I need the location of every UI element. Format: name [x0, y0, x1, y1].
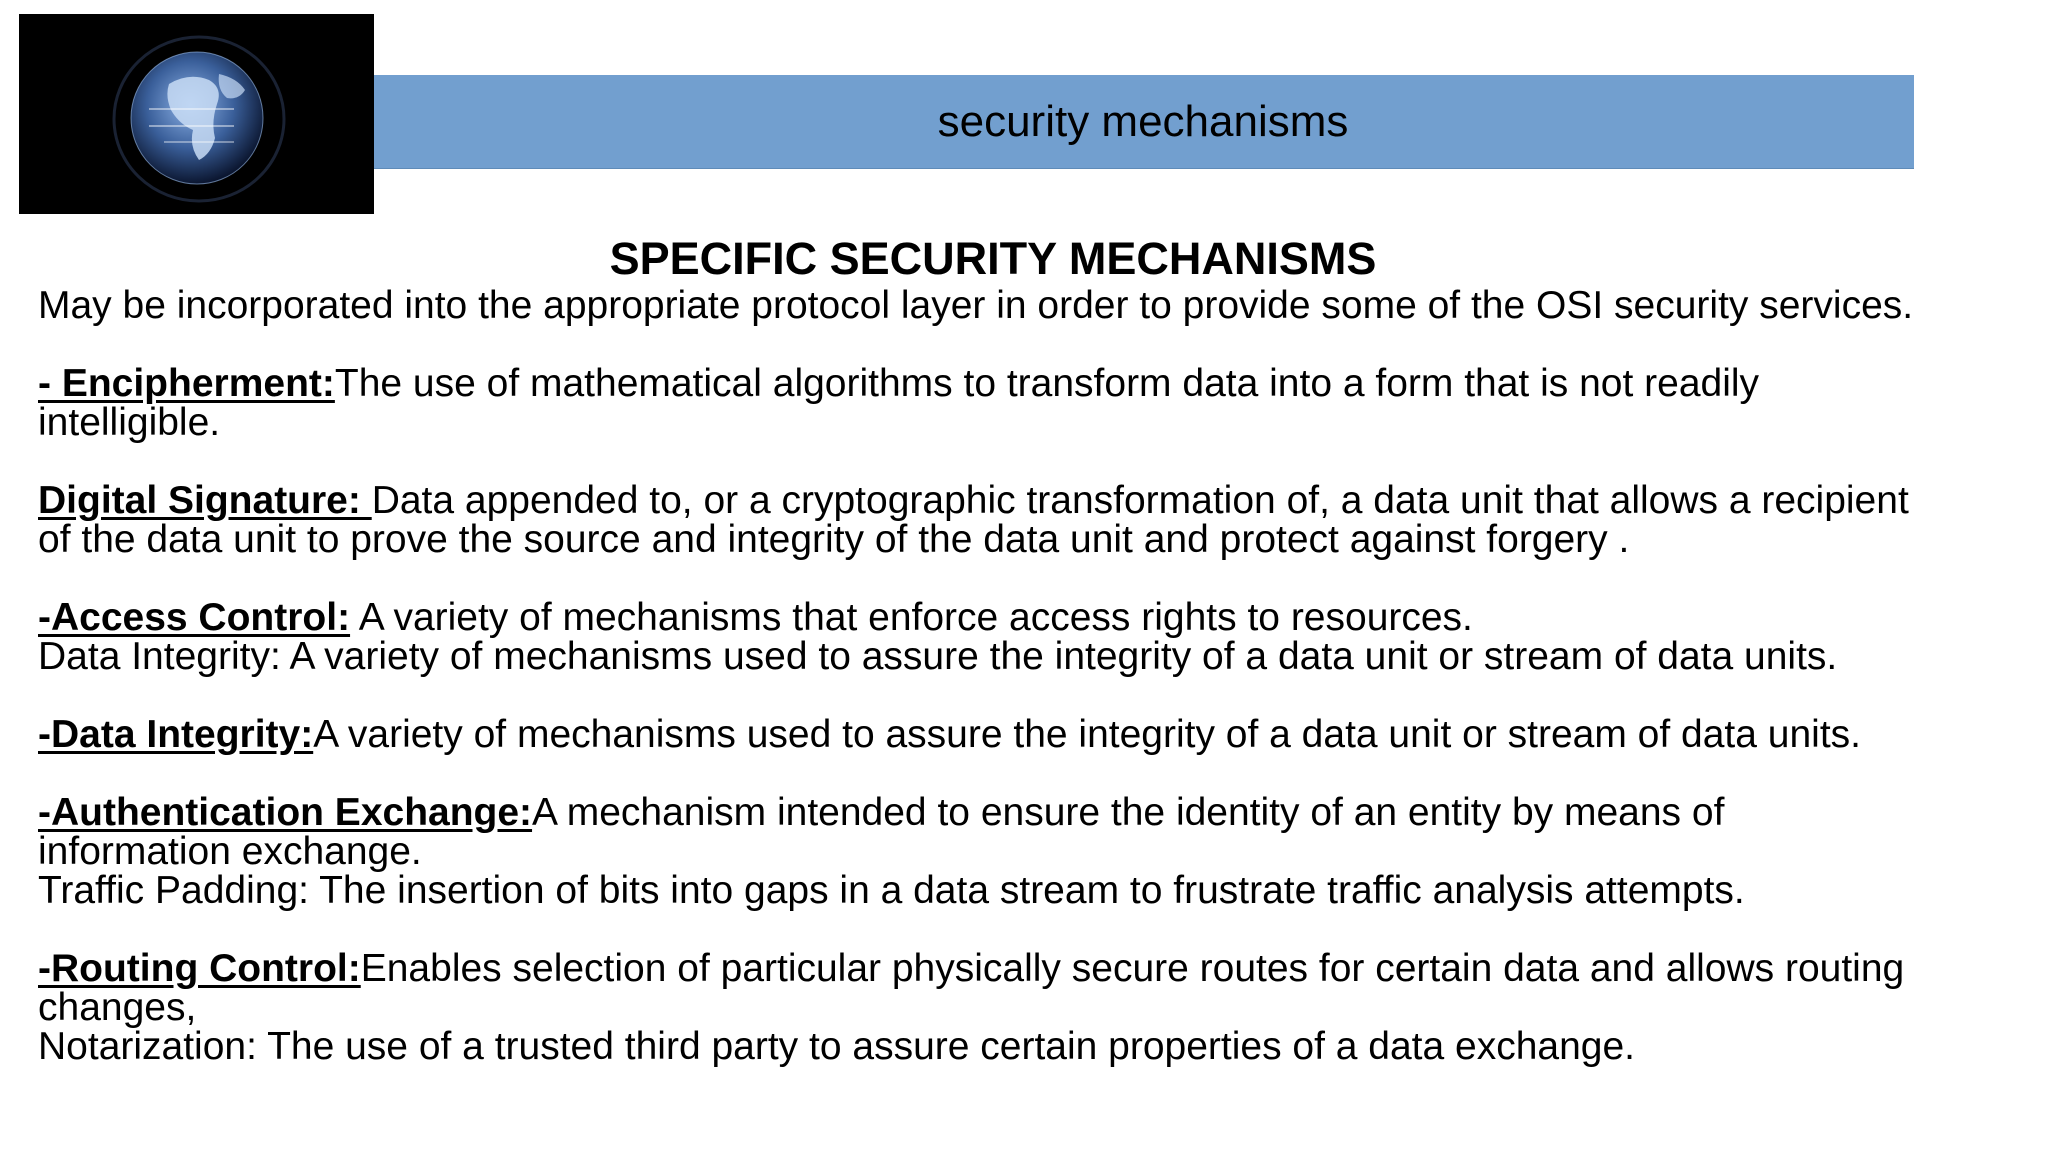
item-digital-signature [38, 481, 2028, 520]
item-text-continued: Data Integrity: A variety of mechanisms used to assure the integrity of a data unit or stream of data units. [38, 635, 1838, 678]
item-text-continued: information exchange. [38, 830, 422, 873]
item-text: A variety of mechanisms used to assure the integrity of a data unit or stream of data units. [313, 713, 1861, 756]
item-text: A variety of mechanisms that enforce access rights to resources. [350, 596, 1473, 639]
globe-logo [19, 14, 374, 214]
item-access-control [38, 598, 2028, 637]
item-routing-control [38, 949, 2028, 988]
term-label: -Routing Control: [38, 947, 361, 990]
globe-icon [19, 14, 374, 214]
item-data-integrity [38, 715, 2028, 754]
term-label: Digital Signature: [38, 479, 372, 522]
slide-content [38, 232, 2028, 1066]
term-label: -Access Control: [38, 596, 351, 639]
item-text-continued: changes, [38, 986, 197, 1029]
term-label: -Data Integrity: [38, 713, 314, 756]
item-text-continued: Notarization: The use of a trusted third party to assure certain properties of a data exchange. [38, 1025, 1636, 1068]
item-text: A mechanism intended to ensure the identity of an entity by means of [532, 791, 1725, 834]
slide-title-band [374, 75, 1914, 169]
item-encipherment [38, 364, 2028, 403]
intro-text: May be incorporated into the appropriate protocol layer in order to provide some of the OSI security services. [38, 284, 1914, 327]
item-text: The use of mathematical algorithms to transform data into a form that is not readily [334, 362, 1760, 405]
term-label: -Authentication Exchange: [38, 791, 533, 834]
item-text-continued: of the data unit to prove the source and integrity of the data unit and protect against forgery . [38, 518, 1630, 561]
item-text: Enables selection of particular physically secure routes for certain data and allows routing [360, 947, 1905, 990]
term-label: - Encipherment: [38, 362, 335, 405]
item-authentication-exchange [38, 793, 2028, 832]
slide-title: security mechanisms [937, 96, 1349, 146]
item-text: Data appended to, or a cryptographic transformation of, a data unit that allows a recipient [371, 479, 1909, 522]
item-text-continued: Traffic Padding: The insertion of bits into gaps in a data stream to frustrate traffic analysis attempts. [38, 869, 1745, 912]
section-heading: SPECIFIC SECURITY MECHANISMS [609, 233, 1377, 284]
item-text-continued: intelligible. [38, 401, 221, 444]
